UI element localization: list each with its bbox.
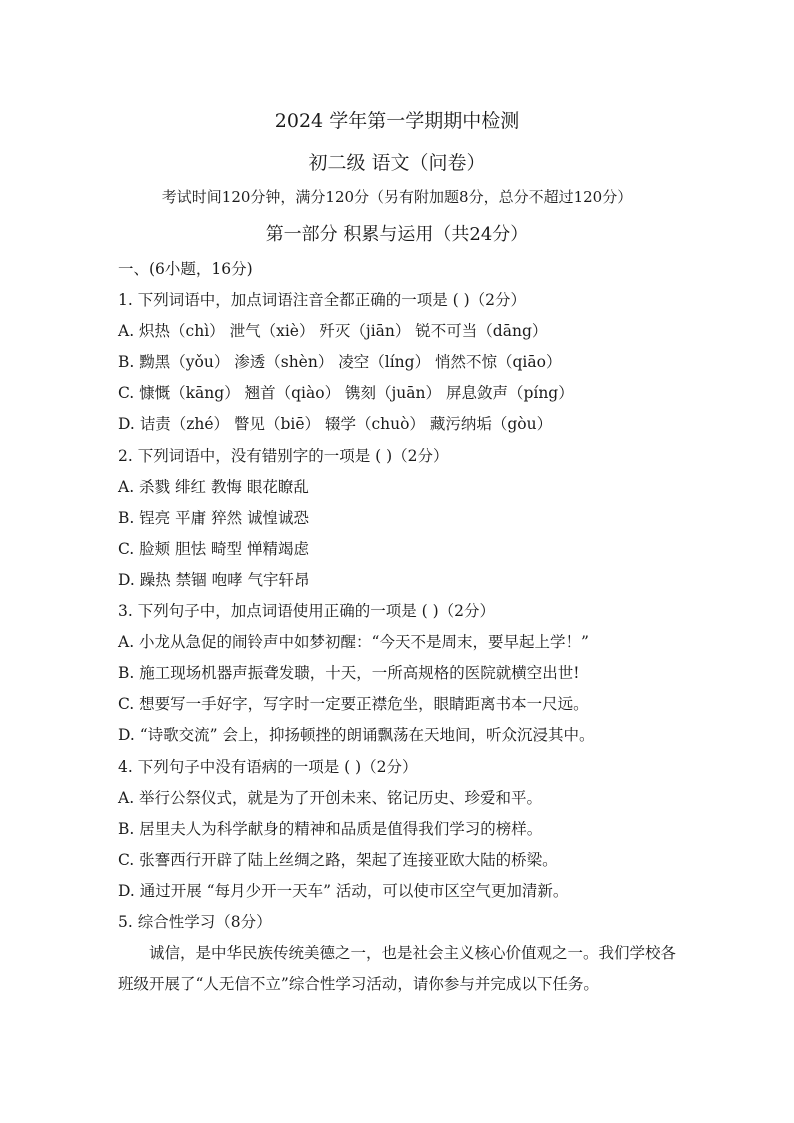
question-2-stem: 2. 下列词语中，没有错别字的一项是 ( )（2分） — [118, 447, 449, 465]
part-title: 第一部分 积累与运用（共24分） — [265, 224, 529, 245]
question-2-option-b: B. 锃亮 平庸 猝然 诚惶诚恐 — [118, 509, 310, 527]
question-1-option-a: A. 炽热（chì） 泄气（xiè） 歼灭（jiān） 锐不可当（dāng） — [118, 322, 548, 340]
question-1-option-d: D. 诘责（zhé） 瞥见（biē） 辍学（chuò） 藏污纳垢（gòu） — [118, 415, 553, 433]
question-5-stem: 5. 综合性学习（8分） — [118, 913, 272, 931]
question-4-stem: 4. 下列句子中没有语病的一项是 ( )（2分） — [118, 758, 418, 776]
question-4-option-b: B. 居里夫人为科学献身的精神和品质是值得我们学习的榜样。 — [118, 820, 543, 838]
question-2-option-d: D. 躁热 禁锢 咆哮 气宇轩昂 — [118, 571, 310, 589]
exam-info: 考试时间120分钟，满分120分（另有附加题8分，总分不超过120分） — [161, 188, 633, 206]
question-4-option-a: A. 举行公祭仪式，就是为了开创未来、铭记历史、珍爱和平。 — [118, 789, 543, 807]
exam-title: 2024 学年第一学期期中检测 — [274, 110, 520, 132]
question-3-option-c: C. 想要写一手好字，写字时一定要正襟危坐，眼睛距离书本一尺远。 — [118, 695, 589, 713]
question-3-stem: 3. 下列句子中，加点词语使用正确的一项是 ( )（2分） — [118, 602, 496, 620]
question-1-option-b: B. 黝黑（yǒu） 渗透（shèn） 凌空（líng） 悄然不惊（qiāo） — [118, 353, 562, 371]
question-3-option-d: D. “诗歌交流” 会上，抑扬顿挫的朗诵飘荡在天地间，听众沉浸其中。 — [118, 726, 595, 744]
question-3-option-a: A. 小龙从急促的闹铃声中如梦初醒：“今天不是周末，要早起上学！” — [118, 633, 589, 651]
question-5-paragraph-text: 诚信，是中华民族传统美德之一，也是社会主义核心价值观之一。我们学校各班级开展了“人无信不立”综合性学习活动，请你参与并完成以下任务。 — [118, 944, 677, 993]
question-4-option-c: C. 张謇西行开辟了陆上丝绸之路，架起了连接亚欧大陆的桥梁。 — [118, 851, 558, 869]
question-1-option-c: C. 慷慨（kāng） 翘首（qiào） 镌刻（juān） 屏息敛声（píng） — [118, 384, 574, 402]
question-2-option-c: C. 脸颊 胆怯 畸型 惮精竭虑 — [118, 540, 309, 558]
question-1-stem: 1. 下列词语中，加点词语注音全都正确的一项是 ( )（2分） — [118, 291, 527, 309]
question-5-paragraph — [118, 938, 678, 1000]
question-4-option-d: D. 通过开展 “每月少开一天车” 活动，可以使市区空气更加清新。 — [118, 882, 569, 900]
exam-subtitle: 初二级 语文（问卷） — [308, 152, 486, 174]
section-heading: 一、(6小题，16分) — [118, 260, 253, 278]
question-2-option-a: A. 杀戮 绯红 教悔 眼花瞭乱 — [118, 478, 309, 496]
question-3-option-b: B. 施工现场机器声振聋发聩，十天，一所高规格的医院就横空出世! — [118, 664, 580, 682]
